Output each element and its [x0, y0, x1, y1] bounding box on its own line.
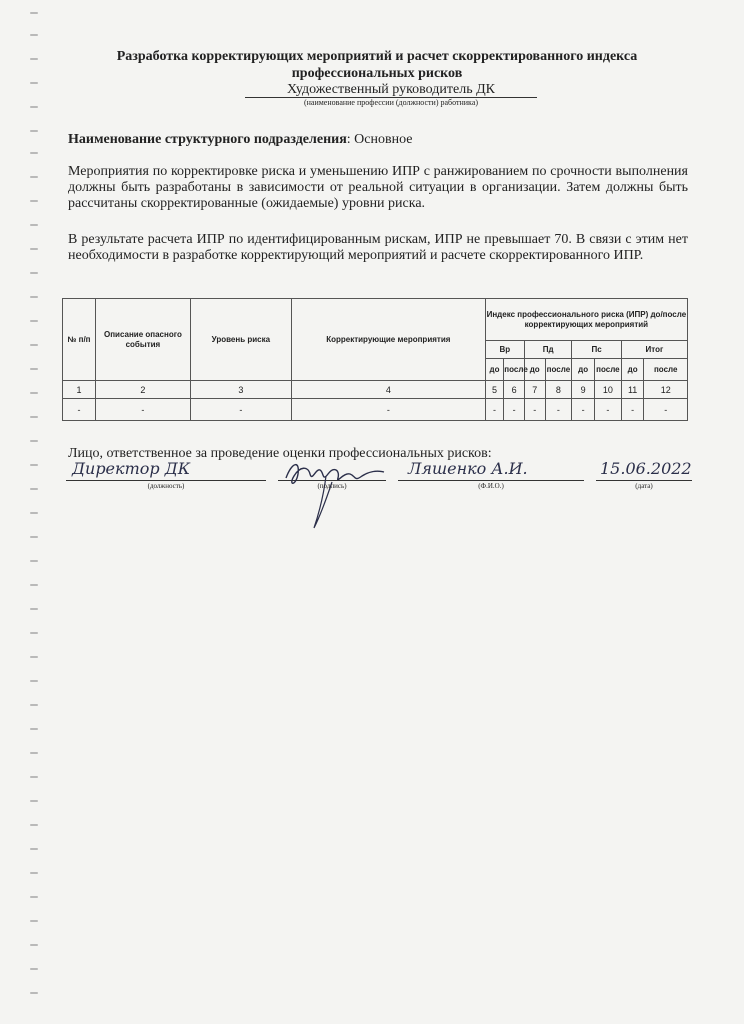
table-cell: 8: [545, 381, 572, 399]
before-pd: до: [524, 359, 545, 381]
table-cell: -: [63, 399, 96, 421]
department-value: : Основное: [346, 132, 413, 147]
table-cell: 10: [594, 381, 621, 399]
ipr-table: [62, 298, 688, 421]
signature-caption: (подпись): [317, 482, 347, 490]
binding-holes: [0, 0, 40, 1024]
responsible-label: Лицо, ответственное за проведение оценки профессиональных рисков:: [68, 446, 492, 461]
table-cell: 3: [190, 381, 291, 399]
table-cell: -: [524, 399, 545, 421]
header-description: Описание опасного события: [95, 299, 190, 381]
group-pd: Пд: [524, 341, 571, 359]
profession-value: Художественный руководитель ДК: [245, 82, 537, 98]
paragraph-measures: Мероприятия по корректировке риска и уменьшению ИПР с ранжированием по срочности выполнения должны быть разработаны в зависимости от реальной ситуации в организации. Затем должны быть рассчитаны скорректированные (ожидаемые) уровни риска.: [68, 164, 688, 211]
name-handwritten: Ляшенко А.И.: [408, 459, 528, 478]
table-cell: -: [291, 399, 485, 421]
signature-mark: [280, 452, 390, 534]
table-cell: 12: [644, 381, 688, 399]
date-caption: (дата): [635, 482, 653, 490]
after-total: после: [644, 359, 688, 381]
after-vr: после: [504, 359, 525, 381]
table-cell: -: [545, 399, 572, 421]
group-vr: Вр: [485, 341, 524, 359]
date-handwritten: 15.06.2022: [600, 459, 692, 478]
table-cell: 9: [572, 381, 595, 399]
after-ps: после: [594, 359, 621, 381]
table-cell: 5: [485, 381, 504, 399]
table-cell: -: [644, 399, 688, 421]
table-cell: -: [572, 399, 595, 421]
header-index: Индекс профессионального риска (ИПР) до/после корректирующих мероприятий: [485, 299, 687, 341]
department-line: [68, 132, 688, 148]
table-cell: -: [190, 399, 291, 421]
position-caption: (должность): [147, 482, 185, 490]
table-cell: 4: [291, 381, 485, 399]
table-cell: 2: [95, 381, 190, 399]
header-num: № п/п: [63, 299, 96, 381]
group-ps: Пс: [572, 341, 621, 359]
department-label: Наименование структурного подразделения: [68, 132, 347, 147]
table-cell: 7: [524, 381, 545, 399]
table-cell: -: [504, 399, 525, 421]
profession-caption: (наименование профессии (должности) работника): [303, 98, 479, 107]
position-handwritten: Директор ДК: [72, 459, 191, 478]
before-ps: до: [572, 359, 595, 381]
document-title: Разработка корректирующих мероприятий и расчет скорректированного индекса профессиональных рисков: [116, 49, 638, 81]
paragraph-result: В результате расчета ИПР по идентифицированным рискам, ИПР не превышает 70. В связи с этим нет необходимости в разработке корректирующий мероприятий и расчете скорректированного ИПР.: [68, 232, 688, 263]
before-total: до: [621, 359, 644, 381]
table-cell: 11: [621, 381, 644, 399]
table-row-numbering: [63, 381, 688, 399]
header-risk-level: Уровень риска: [190, 299, 291, 381]
group-total: Итог: [621, 341, 687, 359]
before-vr: до: [485, 359, 504, 381]
table-cell: -: [594, 399, 621, 421]
table-cell: 1: [63, 381, 96, 399]
header-measures: Корректирующие мероприятия: [291, 299, 485, 381]
after-pd: после: [545, 359, 572, 381]
name-caption: (Ф.И.О.): [478, 482, 504, 490]
table-cell: 6: [504, 381, 525, 399]
table-cell: -: [485, 399, 504, 421]
table-cell: -: [95, 399, 190, 421]
table-row-empty: [63, 399, 688, 421]
table-cell: -: [621, 399, 644, 421]
